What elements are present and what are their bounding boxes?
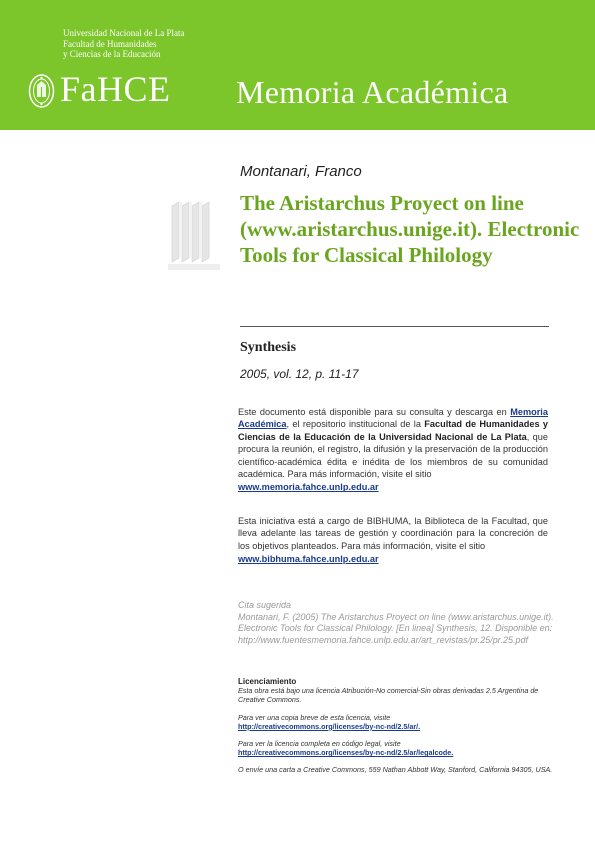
faculty-line-1: Facultad de Humanidades [63, 38, 157, 49]
fahce-logo-text: FaHCE [60, 69, 171, 109]
license-short-link[interactable]: http://creativecommons.org/licenses/by-nc-nd/2.5/ar/. [238, 721, 421, 731]
volume-info: 2005, vol. 12, p. 11-17 [240, 367, 359, 381]
license-heading: Licenciamiento [238, 677, 297, 686]
repository-title: Memoria Académica [236, 74, 509, 110]
license-block [238, 677, 558, 775]
university-name: Universidad Nacional de La Plata [63, 28, 185, 38]
availability-text-c: , que procura la reunión, el registro, la difusión y la preservación de la producción científico-académica édita e inédita de los miembros de su comunidad académica. Para más información, visite el sitio [238, 431, 548, 480]
license-mail-text: O envíe una carta a Creative Commons, 559 Nathan Abbott Way, Stanford, California 94305, USA. [238, 765, 553, 775]
university-seal-icon [28, 73, 55, 109]
bibhuma-url-link[interactable]: www.bibhuma.fahce.unlp.edu.ar [238, 554, 379, 565]
faculty-line-2: y Ciencias de la Educación [63, 49, 161, 59]
faculty-bold-name: Facultad de Humanidades y Ciencias de la Educación de la Universidad Nacional de La Plata [238, 419, 548, 442]
availability-text-a: Este documento está disponible para su consulta y descarga en [238, 407, 507, 417]
memoria-url-link[interactable]: www.memoria.fahce.unlp.edu.ar [238, 482, 379, 493]
bibhuma-text: Esta iniciativa está a cargo de BIBHUMA, la Biblioteca de la Facultad, que lleva adelante las tareas de gestión y coordinación para la concreción de los objetivos planteados. Para más información, visite el sitio [238, 516, 548, 551]
license-text: Esta obra está bajo una licencia Atribución-No comercial-Sin obras derivadas 2.5 Argentina de Creative Commons. [238, 686, 539, 705]
license-short-label: Para ver una copia breve de esta licencia, visite [238, 712, 391, 722]
availability-paragraph [238, 406, 548, 494]
citation-text: Montanari, F. (2005) The Aristarchus Proyect on line (www.aristarchus.unige.it). Electronic Tools for Classical Philology. [En linea] Synthesis, 12. Disponible en: http://www.fuentesmemoria.fahce.unlp.edu.ar/art_revistas/pr.25/pr.25.pdf [238, 611, 554, 645]
title-divider [240, 326, 549, 327]
availability-text-b: , el repositorio institucional de la [286, 419, 421, 430]
journal-name: Synthesis [240, 340, 297, 355]
article-title: The Aristarchus Proyect on line (www.aristarchus.unige.it). Electronic Tools for Classical Philology [240, 191, 580, 267]
suggested-citation [238, 600, 568, 646]
citation-label: Cita sugerida [238, 600, 292, 610]
memoria-academica-link[interactable]: Memoria Académica [238, 407, 548, 430]
license-full-link[interactable]: http://creativecommons.org/licenses/by-nc-nd/2.5/ar/legalcode. [238, 748, 454, 758]
article-author: Montanari, Franco [240, 163, 362, 180]
book-stack-logo-icon [166, 198, 222, 272]
header-banner [0, 0, 595, 130]
license-full-label: Para ver la licencia completa en código legal, visite [238, 739, 401, 749]
institution-block [63, 28, 263, 60]
bibhuma-paragraph [238, 515, 548, 566]
